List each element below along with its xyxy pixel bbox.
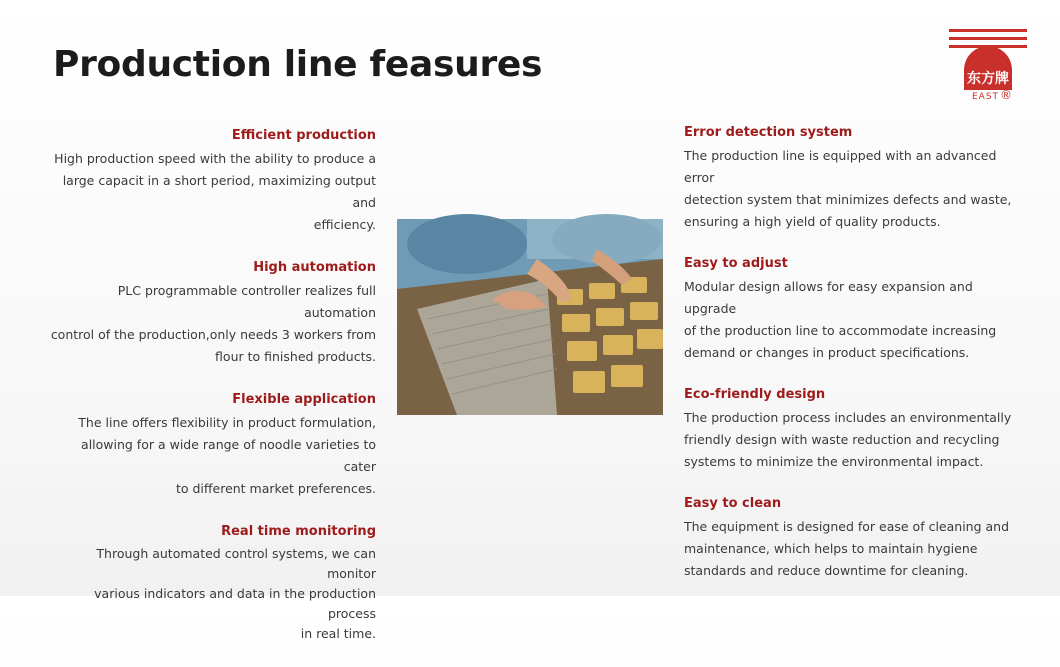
feature-title: Flexible application: [232, 392, 376, 407]
feature-easy-to-clean: [684, 495, 1024, 582]
left-feature-column: [50, 127, 376, 667]
feature-title: Easy to clean: [684, 496, 782, 511]
production-line-photo: [397, 219, 663, 415]
feature-easy-to-adjust: [684, 255, 1024, 364]
feature-error-detection-system: [684, 124, 1024, 233]
feature-description: High production speed with the ability to produce a large capacit in a short period, maximizing output and efficiency.: [54, 151, 376, 232]
feature-title: Eco-friendly design: [684, 387, 826, 402]
feature-real-time-monitoring: [50, 523, 376, 644]
feature-description: PLC programmable controller realizes full automation control of the production,only needs 3 workers from flour to finished products.: [50, 283, 376, 364]
feature-description: The line offers flexibility in product formulation, allowing for a wide range of noodle varieties to cater to different market preferences.: [78, 415, 376, 496]
noodle-conveyor-image: [397, 219, 663, 415]
feature-efficient-production: [50, 127, 376, 236]
feature-title: Real time monitoring: [221, 524, 376, 539]
logo-brand-text: EAST: [972, 92, 1000, 102]
feature-title: High automation: [253, 260, 376, 275]
right-feature-column: [684, 124, 1024, 604]
feature-description: Modular design allows for easy expansion and upgrade of the production line to accommodate increasing demand or changes in product specifications.: [684, 279, 997, 360]
feature-eco-friendly-design: [684, 386, 1024, 473]
feature-title: Efficient production: [231, 128, 376, 143]
feature-flexible-application: [50, 391, 376, 500]
feature-title: Easy to adjust: [684, 256, 788, 271]
feature-description: Through automated control systems, we can monitor various indicators and data in the production process in real time.: [94, 546, 376, 641]
page-title: Production line feasures: [53, 44, 543, 85]
feature-description: The production process includes an environmentally friendly design with waste reduction and recycling systems to minimize the environmental impact.: [684, 410, 1012, 469]
feature-title: Error detection system: [684, 125, 853, 140]
registered-mark: ®: [1000, 88, 1012, 102]
feature-description: The production line is equipped with an advanced error detection system that minimizes defects and waste, ensuring a high yield of quality products.: [684, 148, 1012, 229]
logo-chinese-text: 东方牌: [964, 68, 1012, 90]
east-brand-logo: [946, 26, 1030, 106]
feature-description: The equipment is designed for ease of cleaning and maintenance, which helps to maintain hygiene standards and reduce downtime for cleaning.: [684, 519, 1010, 578]
feature-high-automation: [50, 259, 376, 368]
